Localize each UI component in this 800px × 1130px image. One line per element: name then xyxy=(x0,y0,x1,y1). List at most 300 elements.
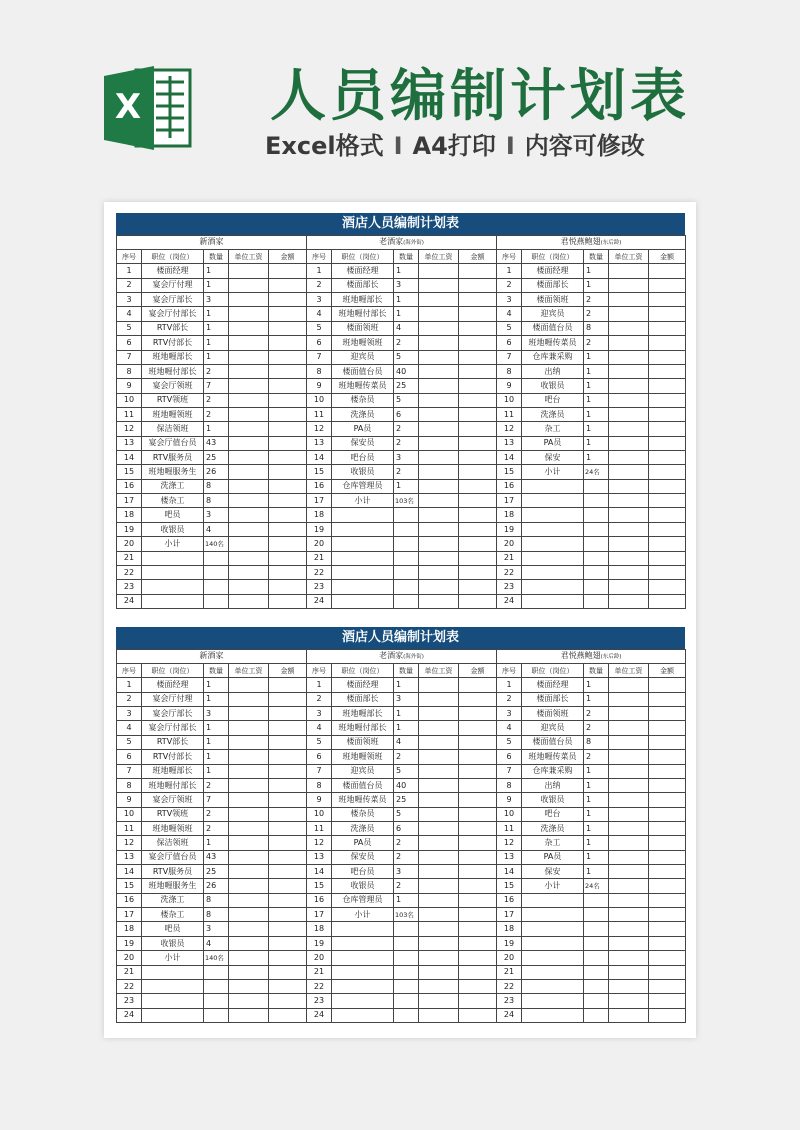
count-cell[interactable]: 5 xyxy=(394,764,419,778)
amount-cell[interactable] xyxy=(269,407,307,421)
unit-wage-cell[interactable] xyxy=(229,821,269,835)
position-cell[interactable]: 楼面领班 xyxy=(522,293,584,307)
unit-wage-cell[interactable] xyxy=(419,735,459,749)
count-cell[interactable] xyxy=(584,951,609,965)
amount-cell[interactable] xyxy=(269,451,307,465)
position-cell[interactable]: 楼面值台员 xyxy=(522,321,584,335)
row-number-cell[interactable]: 18 xyxy=(117,922,142,936)
row-number-cell[interactable]: 1 xyxy=(307,264,332,278)
unit-wage-cell[interactable] xyxy=(609,465,649,479)
row-number-cell[interactable]: 21 xyxy=(497,551,522,565)
count-cell[interactable]: 2 xyxy=(204,364,229,378)
count-cell[interactable]: 1 xyxy=(584,692,609,706)
count-cell[interactable]: 1 xyxy=(204,735,229,749)
row-number-cell[interactable]: 6 xyxy=(307,750,332,764)
amount-cell[interactable] xyxy=(459,494,497,508)
amount-cell[interactable] xyxy=(269,836,307,850)
row-number-cell[interactable]: 23 xyxy=(307,580,332,594)
unit-wage-cell[interactable] xyxy=(419,707,459,721)
unit-wage-cell[interactable] xyxy=(609,379,649,393)
unit-wage-cell[interactable] xyxy=(419,721,459,735)
count-cell[interactable] xyxy=(584,508,609,522)
count-cell[interactable]: 140名 xyxy=(204,951,229,965)
amount-cell[interactable] xyxy=(459,821,497,835)
row-number-cell[interactable]: 24 xyxy=(307,594,332,608)
amount-cell[interactable] xyxy=(269,807,307,821)
unit-wage-cell[interactable] xyxy=(419,994,459,1008)
row-number-cell[interactable]: 9 xyxy=(307,379,332,393)
row-number-cell[interactable]: 15 xyxy=(497,465,522,479)
unit-wage-cell[interactable] xyxy=(609,350,649,364)
amount-cell[interactable] xyxy=(649,479,686,493)
unit-wage-cell[interactable] xyxy=(229,264,269,278)
amount-cell[interactable] xyxy=(269,750,307,764)
position-cell[interactable]: 保安员 xyxy=(332,436,394,450)
unit-wage-cell[interactable] xyxy=(609,951,649,965)
row-number-cell[interactable]: 22 xyxy=(497,565,522,579)
amount-cell[interactable] xyxy=(459,393,497,407)
row-number-cell[interactable]: 23 xyxy=(307,994,332,1008)
row-number-cell[interactable]: 4 xyxy=(117,307,142,321)
position-cell[interactable]: 收银员 xyxy=(332,465,394,479)
position-cell[interactable] xyxy=(522,979,584,993)
position-cell[interactable] xyxy=(522,522,584,536)
row-number-cell[interactable]: 4 xyxy=(117,721,142,735)
unit-wage-cell[interactable] xyxy=(229,537,269,551)
row-number-cell[interactable]: 2 xyxy=(117,278,142,292)
unit-wage-cell[interactable] xyxy=(229,278,269,292)
amount-cell[interactable] xyxy=(649,594,686,608)
unit-wage-cell[interactable] xyxy=(419,379,459,393)
count-cell[interactable]: 2 xyxy=(394,422,419,436)
count-cell[interactable] xyxy=(584,537,609,551)
position-cell[interactable]: 楼面部长 xyxy=(522,278,584,292)
count-cell[interactable]: 1 xyxy=(204,350,229,364)
amount-cell[interactable] xyxy=(649,436,686,450)
position-cell[interactable] xyxy=(522,494,584,508)
position-cell[interactable] xyxy=(522,580,584,594)
unit-wage-cell[interactable] xyxy=(609,436,649,450)
count-cell[interactable] xyxy=(584,994,609,1008)
row-number-cell[interactable]: 10 xyxy=(497,807,522,821)
amount-cell[interactable] xyxy=(269,678,307,692)
count-cell[interactable]: 1 xyxy=(584,678,609,692)
unit-wage-cell[interactable] xyxy=(419,594,459,608)
amount-cell[interactable] xyxy=(269,264,307,278)
row-number-cell[interactable]: 20 xyxy=(497,537,522,551)
unit-wage-cell[interactable] xyxy=(229,793,269,807)
amount-cell[interactable] xyxy=(269,379,307,393)
position-cell[interactable]: 迎宾员 xyxy=(522,307,584,321)
count-cell[interactable]: 2 xyxy=(584,721,609,735)
count-cell[interactable]: 1 xyxy=(584,278,609,292)
count-cell[interactable]: 2 xyxy=(204,407,229,421)
amount-cell[interactable] xyxy=(649,565,686,579)
unit-wage-cell[interactable] xyxy=(229,522,269,536)
count-cell[interactable]: 1 xyxy=(204,321,229,335)
position-cell[interactable]: 楼面经理 xyxy=(522,264,584,278)
position-cell[interactable] xyxy=(332,565,394,579)
count-cell[interactable]: 2 xyxy=(394,465,419,479)
unit-wage-cell[interactable] xyxy=(229,580,269,594)
unit-wage-cell[interactable] xyxy=(229,836,269,850)
row-number-cell[interactable]: 20 xyxy=(497,951,522,965)
count-cell[interactable]: 1 xyxy=(584,778,609,792)
amount-cell[interactable] xyxy=(459,407,497,421)
position-cell[interactable] xyxy=(142,594,204,608)
unit-wage-cell[interactable] xyxy=(419,908,459,922)
row-number-cell[interactable]: 24 xyxy=(117,1008,142,1022)
unit-wage-cell[interactable] xyxy=(229,436,269,450)
row-number-cell[interactable]: 18 xyxy=(307,508,332,522)
unit-wage-cell[interactable] xyxy=(609,764,649,778)
unit-wage-cell[interactable] xyxy=(229,293,269,307)
row-number-cell[interactable]: 13 xyxy=(307,850,332,864)
unit-wage-cell[interactable] xyxy=(609,407,649,421)
count-cell[interactable]: 2 xyxy=(394,336,419,350)
position-cell[interactable]: PA员 xyxy=(332,422,394,436)
position-cell[interactable]: 楼杂员 xyxy=(332,807,394,821)
amount-cell[interactable] xyxy=(459,465,497,479)
row-number-cell[interactable]: 18 xyxy=(117,508,142,522)
position-cell[interactable]: RTV部长 xyxy=(142,321,204,335)
count-cell[interactable]: 1 xyxy=(394,678,419,692)
unit-wage-cell[interactable] xyxy=(609,865,649,879)
count-cell[interactable]: 1 xyxy=(584,364,609,378)
amount-cell[interactable] xyxy=(459,879,497,893)
count-cell[interactable] xyxy=(584,922,609,936)
row-number-cell[interactable]: 12 xyxy=(117,836,142,850)
row-number-cell[interactable]: 1 xyxy=(497,264,522,278)
unit-wage-cell[interactable] xyxy=(419,778,459,792)
position-cell[interactable]: 班地喱部长 xyxy=(142,350,204,364)
amount-cell[interactable] xyxy=(649,807,686,821)
count-cell[interactable]: 1 xyxy=(204,422,229,436)
count-cell[interactable] xyxy=(204,565,229,579)
row-number-cell[interactable]: 6 xyxy=(307,336,332,350)
unit-wage-cell[interactable] xyxy=(419,537,459,551)
count-cell[interactable]: 4 xyxy=(394,321,419,335)
amount-cell[interactable] xyxy=(269,350,307,364)
row-number-cell[interactable]: 1 xyxy=(497,678,522,692)
amount-cell[interactable] xyxy=(459,580,497,594)
row-number-cell[interactable]: 13 xyxy=(307,436,332,450)
amount-cell[interactable] xyxy=(649,278,686,292)
position-cell[interactable]: 收银员 xyxy=(522,379,584,393)
position-cell[interactable] xyxy=(332,551,394,565)
count-cell[interactable]: 3 xyxy=(394,278,419,292)
unit-wage-cell[interactable] xyxy=(229,422,269,436)
unit-wage-cell[interactable] xyxy=(609,836,649,850)
unit-wage-cell[interactable] xyxy=(419,979,459,993)
unit-wage-cell[interactable] xyxy=(609,678,649,692)
count-cell[interactable] xyxy=(204,1008,229,1022)
unit-wage-cell[interactable] xyxy=(229,979,269,993)
unit-wage-cell[interactable] xyxy=(609,979,649,993)
position-cell[interactable]: 班地喱付部长 xyxy=(142,778,204,792)
count-cell[interactable] xyxy=(394,994,419,1008)
unit-wage-cell[interactable] xyxy=(609,393,649,407)
amount-cell[interactable] xyxy=(649,264,686,278)
row-number-cell[interactable]: 3 xyxy=(307,707,332,721)
count-cell[interactable]: 3 xyxy=(204,922,229,936)
count-cell[interactable]: 2 xyxy=(394,836,419,850)
row-number-cell[interactable]: 9 xyxy=(117,379,142,393)
count-cell[interactable]: 24名 xyxy=(584,879,609,893)
unit-wage-cell[interactable] xyxy=(229,879,269,893)
unit-wage-cell[interactable] xyxy=(609,537,649,551)
unit-wage-cell[interactable] xyxy=(419,522,459,536)
position-cell[interactable]: PA员 xyxy=(332,836,394,850)
count-cell[interactable]: 1 xyxy=(584,836,609,850)
unit-wage-cell[interactable] xyxy=(419,922,459,936)
amount-cell[interactable] xyxy=(459,479,497,493)
amount-cell[interactable] xyxy=(459,321,497,335)
position-cell[interactable] xyxy=(522,922,584,936)
row-number-cell[interactable]: 19 xyxy=(497,936,522,950)
position-cell[interactable]: 楼面经理 xyxy=(142,678,204,692)
count-cell[interactable]: 26 xyxy=(204,879,229,893)
amount-cell[interactable] xyxy=(459,594,497,608)
position-cell[interactable]: 仓库管理员 xyxy=(332,893,394,907)
amount-cell[interactable] xyxy=(649,551,686,565)
row-number-cell[interactable]: 7 xyxy=(497,350,522,364)
amount-cell[interactable] xyxy=(269,778,307,792)
amount-cell[interactable] xyxy=(649,951,686,965)
amount-cell[interactable] xyxy=(269,707,307,721)
position-cell[interactable]: 仓库管理员 xyxy=(332,479,394,493)
position-cell[interactable] xyxy=(332,594,394,608)
count-cell[interactable]: 1 xyxy=(204,336,229,350)
unit-wage-cell[interactable] xyxy=(609,508,649,522)
row-number-cell[interactable]: 12 xyxy=(307,836,332,850)
row-number-cell[interactable]: 1 xyxy=(117,678,142,692)
row-number-cell[interactable]: 3 xyxy=(307,293,332,307)
row-number-cell[interactable]: 5 xyxy=(307,735,332,749)
row-number-cell[interactable]: 3 xyxy=(497,707,522,721)
position-cell[interactable]: 班地喱传菜员 xyxy=(332,793,394,807)
unit-wage-cell[interactable] xyxy=(609,721,649,735)
count-cell[interactable]: 3 xyxy=(204,508,229,522)
row-number-cell[interactable]: 6 xyxy=(497,336,522,350)
amount-cell[interactable] xyxy=(459,436,497,450)
unit-wage-cell[interactable] xyxy=(419,393,459,407)
count-cell[interactable]: 25 xyxy=(394,793,419,807)
row-number-cell[interactable]: 10 xyxy=(497,393,522,407)
amount-cell[interactable] xyxy=(459,551,497,565)
count-cell[interactable] xyxy=(584,979,609,993)
unit-wage-cell[interactable] xyxy=(609,922,649,936)
unit-wage-cell[interactable] xyxy=(419,965,459,979)
unit-wage-cell[interactable] xyxy=(609,551,649,565)
row-number-cell[interactable]: 20 xyxy=(117,951,142,965)
count-cell[interactable] xyxy=(204,580,229,594)
count-cell[interactable]: 3 xyxy=(204,707,229,721)
position-cell[interactable] xyxy=(522,551,584,565)
unit-wage-cell[interactable] xyxy=(609,494,649,508)
count-cell[interactable] xyxy=(584,522,609,536)
position-cell[interactable]: 宴会厅领班 xyxy=(142,379,204,393)
amount-cell[interactable] xyxy=(459,1008,497,1022)
count-cell[interactable] xyxy=(584,551,609,565)
amount-cell[interactable] xyxy=(269,821,307,835)
row-number-cell[interactable]: 5 xyxy=(497,735,522,749)
count-cell[interactable]: 1 xyxy=(394,721,419,735)
row-number-cell[interactable]: 22 xyxy=(497,979,522,993)
position-cell[interactable] xyxy=(142,580,204,594)
amount-cell[interactable] xyxy=(649,893,686,907)
row-number-cell[interactable]: 8 xyxy=(117,364,142,378)
row-number-cell[interactable]: 17 xyxy=(117,494,142,508)
row-number-cell[interactable]: 11 xyxy=(497,407,522,421)
count-cell[interactable]: 5 xyxy=(394,350,419,364)
amount-cell[interactable] xyxy=(269,508,307,522)
amount-cell[interactable] xyxy=(269,965,307,979)
unit-wage-cell[interactable] xyxy=(419,893,459,907)
position-cell[interactable] xyxy=(522,594,584,608)
position-cell[interactable]: 洗涤工 xyxy=(142,479,204,493)
row-number-cell[interactable]: 13 xyxy=(117,850,142,864)
amount-cell[interactable] xyxy=(459,537,497,551)
amount-cell[interactable] xyxy=(269,494,307,508)
row-number-cell[interactable]: 7 xyxy=(117,764,142,778)
unit-wage-cell[interactable] xyxy=(419,1008,459,1022)
position-cell[interactable]: PA员 xyxy=(522,850,584,864)
position-cell[interactable]: 保洁领班 xyxy=(142,836,204,850)
position-cell[interactable]: 班地喱传菜员 xyxy=(522,750,584,764)
row-number-cell[interactable]: 3 xyxy=(117,707,142,721)
amount-cell[interactable] xyxy=(269,735,307,749)
unit-wage-cell[interactable] xyxy=(419,865,459,879)
count-cell[interactable]: 103名 xyxy=(394,908,419,922)
row-number-cell[interactable]: 1 xyxy=(117,264,142,278)
amount-cell[interactable] xyxy=(649,508,686,522)
unit-wage-cell[interactable] xyxy=(609,850,649,864)
position-cell[interactable] xyxy=(142,1008,204,1022)
unit-wage-cell[interactable] xyxy=(419,807,459,821)
unit-wage-cell[interactable] xyxy=(419,264,459,278)
position-cell[interactable]: 吧台 xyxy=(522,393,584,407)
row-number-cell[interactable]: 16 xyxy=(497,893,522,907)
count-cell[interactable]: 2 xyxy=(394,750,419,764)
row-number-cell[interactable]: 14 xyxy=(117,451,142,465)
unit-wage-cell[interactable] xyxy=(229,692,269,706)
position-cell[interactable]: 迎宾员 xyxy=(522,721,584,735)
count-cell[interactable]: 1 xyxy=(204,721,229,735)
count-cell[interactable] xyxy=(394,965,419,979)
position-cell[interactable]: 班地喱服务生 xyxy=(142,465,204,479)
row-number-cell[interactable]: 11 xyxy=(117,407,142,421)
count-cell[interactable]: 2 xyxy=(584,750,609,764)
row-number-cell[interactable]: 19 xyxy=(307,522,332,536)
amount-cell[interactable] xyxy=(649,994,686,1008)
amount-cell[interactable] xyxy=(649,793,686,807)
position-cell[interactable]: PA员 xyxy=(522,436,584,450)
count-cell[interactable]: 43 xyxy=(204,436,229,450)
count-cell[interactable]: 1 xyxy=(394,307,419,321)
amount-cell[interactable] xyxy=(269,436,307,450)
amount-cell[interactable] xyxy=(459,678,497,692)
position-cell[interactable] xyxy=(522,1008,584,1022)
row-number-cell[interactable]: 8 xyxy=(497,364,522,378)
position-cell[interactable]: 楼面领班 xyxy=(522,707,584,721)
position-cell[interactable]: RTV部长 xyxy=(142,735,204,749)
row-number-cell[interactable]: 5 xyxy=(497,321,522,335)
unit-wage-cell[interactable] xyxy=(419,465,459,479)
position-cell[interactable]: 宴会厅值台员 xyxy=(142,850,204,864)
position-cell[interactable]: 楼面部长 xyxy=(332,278,394,292)
amount-cell[interactable] xyxy=(649,364,686,378)
amount-cell[interactable] xyxy=(269,1008,307,1022)
amount-cell[interactable] xyxy=(459,965,497,979)
amount-cell[interactable] xyxy=(269,979,307,993)
row-number-cell[interactable]: 12 xyxy=(497,836,522,850)
unit-wage-cell[interactable] xyxy=(609,793,649,807)
unit-wage-cell[interactable] xyxy=(229,735,269,749)
amount-cell[interactable] xyxy=(649,908,686,922)
row-number-cell[interactable]: 9 xyxy=(497,379,522,393)
row-number-cell[interactable]: 7 xyxy=(497,764,522,778)
count-cell[interactable]: 1 xyxy=(584,350,609,364)
row-number-cell[interactable]: 2 xyxy=(117,692,142,706)
row-number-cell[interactable]: 13 xyxy=(497,850,522,864)
position-cell[interactable]: 洗涤工 xyxy=(142,893,204,907)
unit-wage-cell[interactable] xyxy=(609,936,649,950)
amount-cell[interactable] xyxy=(649,522,686,536)
position-cell[interactable] xyxy=(522,565,584,579)
amount-cell[interactable] xyxy=(649,721,686,735)
count-cell[interactable]: 1 xyxy=(584,264,609,278)
unit-wage-cell[interactable] xyxy=(419,764,459,778)
row-number-cell[interactable]: 21 xyxy=(307,965,332,979)
row-number-cell[interactable]: 16 xyxy=(497,479,522,493)
unit-wage-cell[interactable] xyxy=(609,278,649,292)
count-cell[interactable] xyxy=(584,594,609,608)
row-number-cell[interactable]: 13 xyxy=(117,436,142,450)
position-cell[interactable]: 洗涤员 xyxy=(522,407,584,421)
row-number-cell[interactable]: 13 xyxy=(497,436,522,450)
count-cell[interactable]: 25 xyxy=(394,379,419,393)
position-cell[interactable]: 楼杂工 xyxy=(142,908,204,922)
amount-cell[interactable] xyxy=(649,379,686,393)
amount-cell[interactable] xyxy=(269,580,307,594)
unit-wage-cell[interactable] xyxy=(229,393,269,407)
row-number-cell[interactable]: 1 xyxy=(307,678,332,692)
position-cell[interactable]: 小计 xyxy=(142,537,204,551)
position-cell[interactable] xyxy=(332,922,394,936)
count-cell[interactable]: 1 xyxy=(204,750,229,764)
position-cell[interactable]: 班地喱付部长 xyxy=(332,307,394,321)
unit-wage-cell[interactable] xyxy=(229,893,269,907)
count-cell[interactable]: 8 xyxy=(584,321,609,335)
amount-cell[interactable] xyxy=(459,278,497,292)
count-cell[interactable]: 3 xyxy=(394,865,419,879)
count-cell[interactable] xyxy=(394,594,419,608)
position-cell[interactable] xyxy=(142,979,204,993)
row-number-cell[interactable]: 2 xyxy=(307,692,332,706)
amount-cell[interactable] xyxy=(649,350,686,364)
count-cell[interactable]: 8 xyxy=(204,494,229,508)
amount-cell[interactable] xyxy=(649,692,686,706)
row-number-cell[interactable]: 22 xyxy=(117,979,142,993)
unit-wage-cell[interactable] xyxy=(419,436,459,450)
count-cell[interactable] xyxy=(394,565,419,579)
position-cell[interactable] xyxy=(332,979,394,993)
count-cell[interactable] xyxy=(394,580,419,594)
amount-cell[interactable] xyxy=(459,451,497,465)
position-cell[interactable] xyxy=(522,994,584,1008)
unit-wage-cell[interactable] xyxy=(419,508,459,522)
